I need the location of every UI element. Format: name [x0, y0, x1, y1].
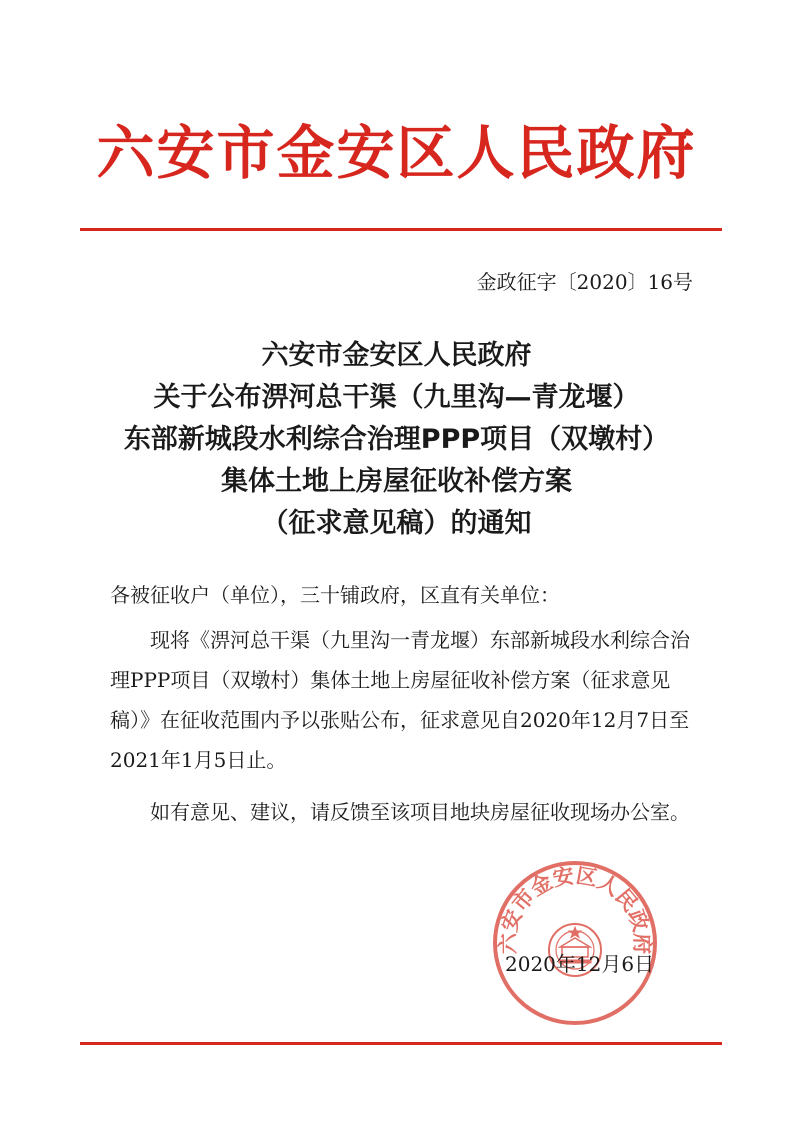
signing-date: 2020年12月6日 [505, 952, 655, 976]
svg-text:六安市金安区人民政府 [495, 862, 655, 954]
document-number: 金政征字〔2020〕16号 [476, 270, 693, 294]
body-paragraph: 如有意见、建议，请反馈至该项目地块房屋征收现场办公室。 [150, 800, 690, 824]
seal-text: 六安市金安区人民政府 [494, 862, 656, 955]
title-line: 关于公布淠河总干渠（九里沟—青龙堰） [153, 382, 640, 413]
title-line: 集体土地上房屋征收补偿方案 [221, 466, 572, 497]
document-title [0, 335, 793, 545]
title-line: 六安市金安区人民政府 [261, 340, 532, 371]
footer-red-rule [80, 1042, 722, 1045]
title-line: 东部新城段水利综合治理PPP项目（双墩村） [123, 424, 670, 455]
addressee-line: 各被征收户（单位），三十铺政府，区直有关单位： [110, 583, 560, 607]
issuer-header-title: 六安市金安区人民政府 [96, 119, 697, 187]
header-red-rule-top [80, 228, 722, 231]
title-line: （征求意见稿）的通知 [261, 508, 532, 539]
official-seal-icon [490, 858, 660, 1028]
body-paragraph: 现将《淠河总干渠（九里沟一青龙堰）东部新城段水利综合治理PPP项目（双墩村）集体土地上房屋征收补偿方案（征求意见稿）》在征收范围内予以张贴公布，征求意见自2020年12月7日至2021年1月5日止。 [110, 628, 690, 772]
